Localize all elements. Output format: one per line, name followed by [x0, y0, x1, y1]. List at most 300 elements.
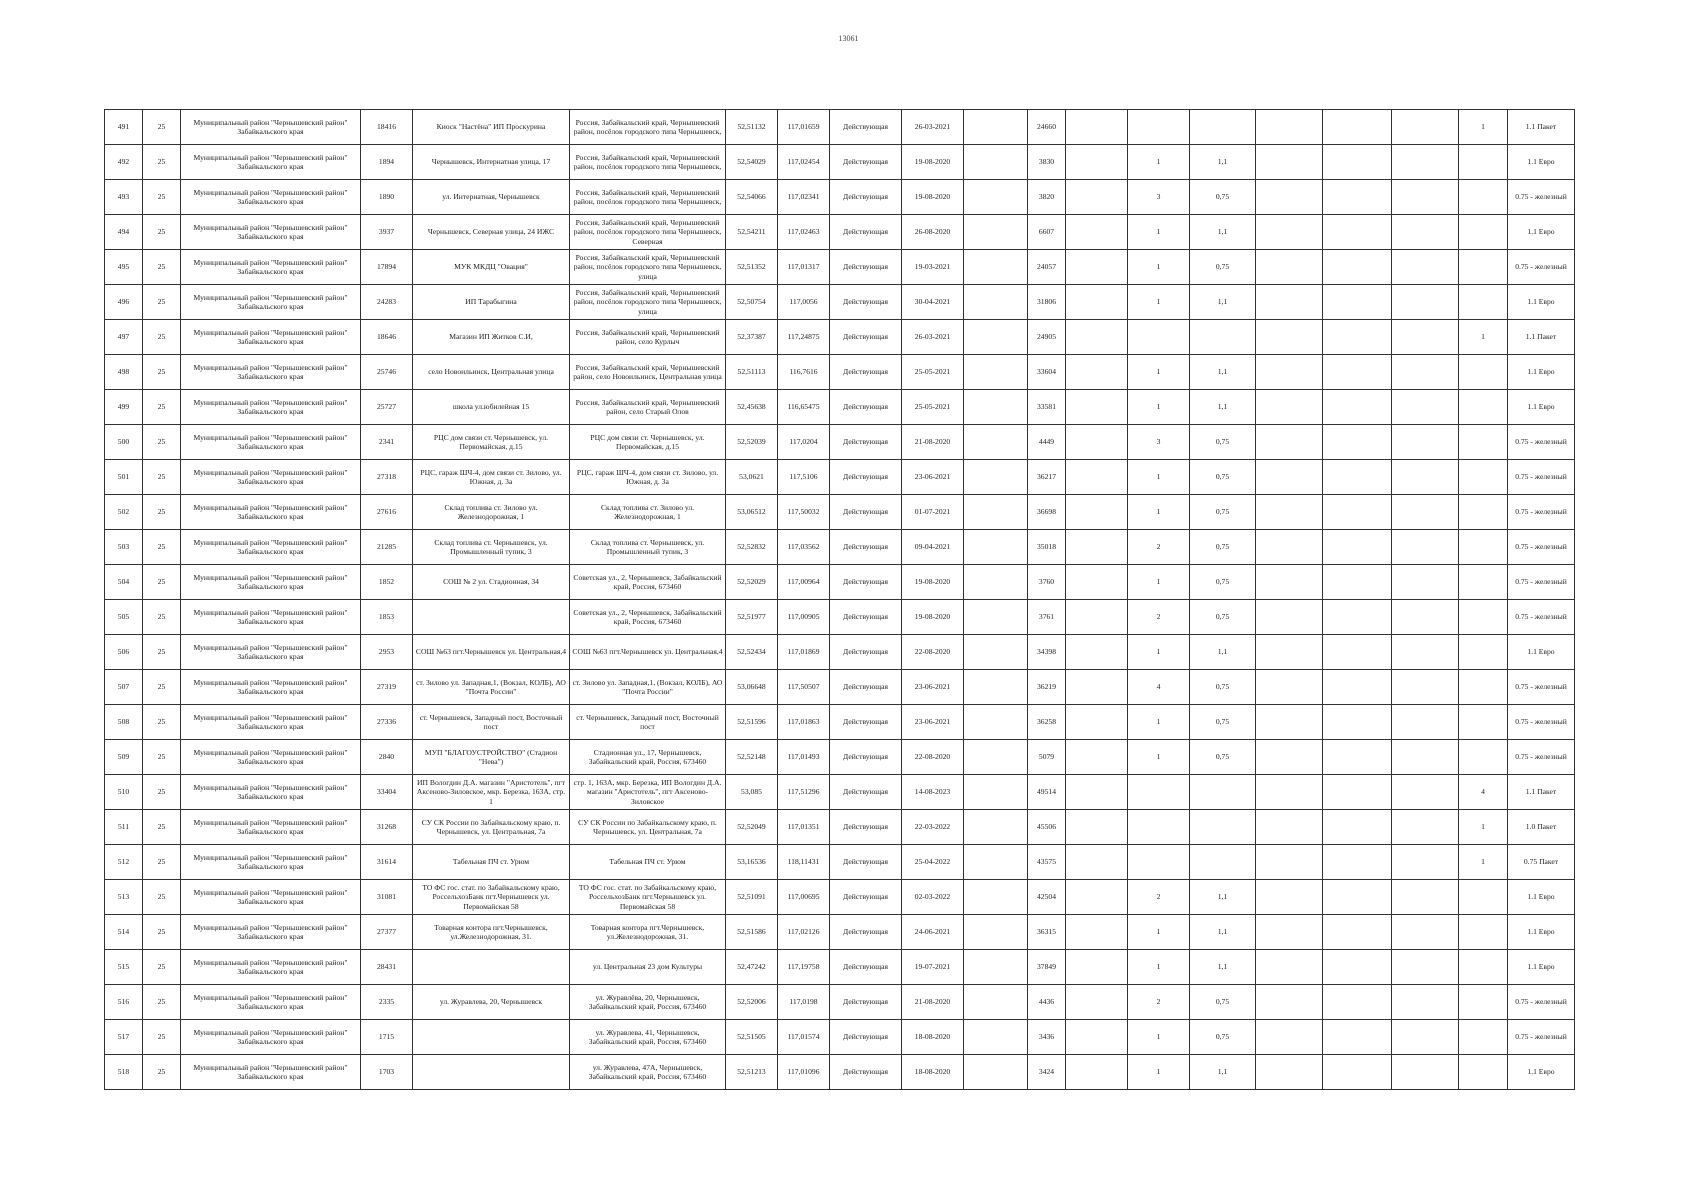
empty-cell [964, 810, 1028, 845]
table-row [105, 705, 1575, 740]
row-number-text: 501 [117, 472, 130, 482]
registry-number-cell [1028, 635, 1066, 670]
address-cell [570, 985, 726, 1020]
container-type-cell [1508, 705, 1575, 740]
empty-cell [1066, 460, 1128, 495]
empty-cell [1392, 810, 1459, 845]
container-count-text: 4 [1156, 682, 1161, 692]
object-id-text: 27336 [377, 717, 396, 727]
site-name-text: СОШ №63 пгт.Чернышевск ул. Центральная,4 [415, 647, 567, 657]
bag-count-cell [1459, 915, 1508, 950]
empty-cell [1256, 250, 1323, 285]
row-number-text: 507 [117, 682, 130, 692]
district-text: Муниципальный район "Чернышевский район" Забайкальского края [193, 152, 348, 171]
container-type-cell [1508, 285, 1575, 320]
bag-count-cell [1459, 530, 1508, 565]
row-number-text: 499 [117, 402, 130, 412]
longitude-cell [778, 460, 830, 495]
empty-cell [964, 600, 1028, 635]
address-cell [570, 250, 726, 285]
empty-cell [1392, 355, 1459, 390]
region-code-cell [143, 530, 181, 565]
district-cell [181, 145, 361, 180]
district-text: Муниципальный район "Чернышевский район" Забайкальского края [193, 607, 348, 626]
region-code-text: 25 [157, 437, 166, 447]
registry-number-cell [1028, 600, 1066, 635]
bag-count-cell [1459, 810, 1508, 845]
status-cell [830, 1055, 902, 1090]
container-count-cell [1128, 110, 1190, 145]
empty-cell [1392, 460, 1459, 495]
container-count-text: 1 [1156, 157, 1161, 167]
empty-cell [1256, 740, 1323, 775]
site-name-cell [413, 355, 570, 390]
latitude-text: 53,16536 [737, 857, 766, 867]
object-id-text: 31614 [377, 857, 396, 867]
status-cell [830, 600, 902, 635]
latitude-text: 52,51977 [737, 612, 766, 622]
status-text: Действующая [843, 122, 888, 132]
registry-number-cell [1028, 985, 1066, 1020]
container-count-cell [1128, 285, 1190, 320]
container-type-cell [1508, 1020, 1575, 1055]
registry-number-text: 36258 [1037, 717, 1056, 727]
empty-cell [1066, 985, 1128, 1020]
row-number-text: 512 [117, 857, 130, 867]
container-volume-cell [1190, 775, 1256, 810]
longitude-cell [778, 635, 830, 670]
date-cell [902, 495, 964, 530]
address-text: РЦС дом связи ст. Чернышевск, ул. Первомайская, д.15 [590, 432, 705, 451]
district-text: Муниципальный район "Чернышевский район" Забайкальского края [193, 677, 348, 696]
row-number-cell [105, 670, 143, 705]
bag-count-cell [1459, 355, 1508, 390]
container-type-text: 0.75 - железный [1515, 192, 1567, 202]
registry-number-cell [1028, 250, 1066, 285]
container-volume-cell [1190, 600, 1256, 635]
site-name-text: РЦС, гараж ШЧ-4, дом связи ст. Зилово, ул. Южная, д. 3а [420, 467, 562, 486]
latitude-cell [726, 635, 778, 670]
empty-cell [964, 495, 1028, 530]
status-text: Действующая [843, 437, 888, 447]
bag-count-cell [1459, 180, 1508, 215]
container-count-text: 1 [1156, 367, 1161, 377]
longitude-text: 117,00695 [787, 892, 820, 902]
container-type-cell [1508, 810, 1575, 845]
district-cell [181, 565, 361, 600]
table-row [105, 145, 1575, 180]
longitude-cell [778, 530, 830, 565]
status-text: Действующая [843, 612, 888, 622]
empty-cell [964, 145, 1028, 180]
address-cell [570, 950, 726, 985]
row-number-cell [105, 1020, 143, 1055]
container-volume-cell [1190, 565, 1256, 600]
object-id-text: 1715 [378, 1032, 395, 1042]
empty-cell [964, 950, 1028, 985]
container-type-text: 0.75 - железный [1515, 542, 1567, 552]
empty-cell [1256, 705, 1323, 740]
empty-cell [1392, 285, 1459, 320]
empty-cell [1066, 670, 1128, 705]
site-name-text: ст. Зилово ул. Западная,1, (Вокзал, КОЛБ), АО "Почта России" [416, 677, 566, 696]
empty-cell [964, 740, 1028, 775]
bag-count-cell [1459, 670, 1508, 705]
status-cell [830, 880, 902, 915]
region-code-text: 25 [157, 297, 166, 307]
longitude-cell [778, 495, 830, 530]
container-volume-cell [1190, 460, 1256, 495]
address-text: ТО ФС гос. стат. по Забайкальскому краю, РоссельхозБанк пгт.Чернышевск ул. Первомайская 58 [578, 883, 717, 911]
empty-cell [1392, 915, 1459, 950]
container-volume-cell [1190, 495, 1256, 530]
date-cell [902, 705, 964, 740]
latitude-cell [726, 740, 778, 775]
row-number-cell [105, 530, 143, 565]
container-type-text: 0.75 - железный [1515, 262, 1567, 272]
site-name-cell [413, 425, 570, 460]
row-number-cell [105, 600, 143, 635]
bag-count-cell [1459, 950, 1508, 985]
region-code-cell [143, 565, 181, 600]
site-name-text: школа ул.юбилейная 15 [452, 402, 530, 412]
region-code-cell [143, 635, 181, 670]
longitude-cell [778, 215, 830, 250]
table-row [105, 250, 1575, 285]
status-text: Действующая [843, 927, 888, 937]
district-cell [181, 810, 361, 845]
region-code-cell [143, 950, 181, 985]
district-text: Муниципальный район "Чернышевский район" Забайкальского края [193, 782, 348, 801]
district-text: Муниципальный район "Чернышевский район" Забайкальского края [193, 957, 348, 976]
longitude-cell [778, 670, 830, 705]
row-number-cell [105, 740, 143, 775]
date-cell [902, 390, 964, 425]
container-volume-text: 0,75 [1215, 437, 1230, 447]
empty-cell [964, 705, 1028, 740]
date-text: 02-03-2022 [914, 892, 951, 902]
registry-number-text: 34398 [1037, 647, 1056, 657]
bag-count-cell [1459, 460, 1508, 495]
container-volume-text: 0,75 [1215, 1032, 1230, 1042]
container-count-text: 1 [1156, 717, 1161, 727]
container-type-text: 1.1 Евро [1527, 297, 1555, 307]
district-cell [181, 530, 361, 565]
site-name-cell [413, 530, 570, 565]
empty-cell [964, 530, 1028, 565]
container-type-cell [1508, 530, 1575, 565]
empty-cell [1256, 180, 1323, 215]
table-row [105, 600, 1575, 635]
bag-count-cell [1459, 600, 1508, 635]
status-text: Действующая [843, 857, 888, 867]
longitude-text: 117,0198 [789, 997, 818, 1007]
row-number-cell [105, 915, 143, 950]
status-cell [830, 670, 902, 705]
container-count-cell [1128, 215, 1190, 250]
bag-count-cell [1459, 390, 1508, 425]
date-cell [902, 215, 964, 250]
container-type-text: 1.1 Евро [1527, 647, 1555, 657]
address-cell [570, 425, 726, 460]
status-cell [830, 775, 902, 810]
container-volume-cell [1190, 880, 1256, 915]
container-count-text: 1 [1156, 262, 1161, 272]
registry-number-cell [1028, 880, 1066, 915]
site-name-text: Табельная ПЧ ст. Урюм [452, 857, 530, 867]
empty-cell [1256, 425, 1323, 460]
object-id-cell [361, 670, 413, 705]
empty-cell [1392, 600, 1459, 635]
container-count-text: 3 [1156, 192, 1161, 202]
region-code-text: 25 [157, 472, 166, 482]
empty-cell [1066, 565, 1128, 600]
container-volume-cell [1190, 1055, 1256, 1090]
empty-cell [964, 110, 1028, 145]
date-cell [902, 635, 964, 670]
container-volume-cell [1190, 320, 1256, 355]
container-volume-text: 0,75 [1215, 262, 1230, 272]
status-cell [830, 180, 902, 215]
empty-cell [1323, 810, 1392, 845]
container-type-text: 1.1 Евро [1527, 927, 1555, 937]
date-cell [902, 845, 964, 880]
date-text: 23-06-2021 [914, 472, 951, 482]
empty-cell [964, 565, 1028, 600]
date-text: 26-03-2021 [914, 332, 951, 342]
object-id-cell [361, 320, 413, 355]
object-id-cell [361, 145, 413, 180]
registry-table [104, 109, 1575, 1090]
empty-cell [1323, 110, 1392, 145]
empty-cell [1256, 355, 1323, 390]
registry-number-text: 24660 [1037, 122, 1056, 132]
status-text: Действующая [843, 787, 888, 797]
region-code-cell [143, 285, 181, 320]
registry-number-text: 36217 [1037, 472, 1056, 482]
container-count-text: 1 [1156, 402, 1161, 412]
empty-cell [1323, 915, 1392, 950]
empty-cell [1323, 985, 1392, 1020]
row-number-text: 504 [117, 577, 130, 587]
container-count-text: 1 [1156, 577, 1161, 587]
container-count-cell [1128, 600, 1190, 635]
container-type-text: 0.75 - железный [1515, 682, 1567, 692]
container-count-cell [1128, 1020, 1190, 1055]
empty-cell [1256, 1055, 1323, 1090]
longitude-text: 117,01863 [787, 717, 820, 727]
empty-cell [964, 845, 1028, 880]
empty-cell [1392, 985, 1459, 1020]
status-cell [830, 740, 902, 775]
district-text: Муниципальный район "Чернышевский район" Забайкальского края [193, 852, 348, 871]
latitude-text: 52,51505 [737, 1032, 766, 1042]
region-code-text: 25 [157, 542, 166, 552]
object-id-text: 27616 [377, 507, 396, 517]
status-text: Действующая [843, 647, 888, 657]
date-cell [902, 285, 964, 320]
region-code-text: 25 [157, 612, 166, 622]
empty-cell [964, 670, 1028, 705]
address-text: стр. 1, 163А, мкр. Березка, ИП Вологдин Д.А. магазин "Аристотель", пгт Аксеново-Зиловское [573, 778, 722, 806]
longitude-text: 117,01351 [787, 822, 820, 832]
date-cell [902, 320, 964, 355]
container-count-cell [1128, 530, 1190, 565]
region-code-text: 25 [157, 402, 166, 412]
container-type-cell [1508, 215, 1575, 250]
registry-number-text: 3830 [1038, 157, 1055, 167]
container-type-text: 0.75 Пакет [1523, 857, 1559, 867]
object-id-text: 1894 [378, 157, 395, 167]
container-count-text: 2 [1156, 997, 1161, 1007]
object-id-cell [361, 355, 413, 390]
address-text: РЦС, гараж ШЧ-4, дом связи ст. Зилово, ул. Южная, д. 3а [576, 467, 719, 486]
site-name-cell [413, 775, 570, 810]
latitude-text: 52,51213 [737, 1067, 766, 1077]
empty-cell [1323, 740, 1392, 775]
container-type-text: 1.1 Евро [1527, 892, 1555, 902]
empty-cell [1256, 670, 1323, 705]
address-text: Россия, Забайкальский край, Чернышевский район, село Курлыч [575, 327, 720, 346]
district-text: Муниципальный район "Чернышевский район" Забайкальского края [193, 572, 348, 591]
longitude-text: 117,01493 [787, 752, 820, 762]
longitude-text: 117,02463 [787, 227, 820, 237]
object-id-text: 18416 [377, 122, 396, 132]
empty-cell [1066, 845, 1128, 880]
district-cell [181, 250, 361, 285]
container-volume-text: 0,75 [1215, 472, 1230, 482]
row-number-cell [105, 950, 143, 985]
longitude-text: 117,0056 [789, 297, 818, 307]
latitude-text: 53,0621 [739, 472, 764, 482]
latitude-text: 52,52434 [737, 647, 766, 657]
date-text: 26-08-2020 [914, 227, 951, 237]
longitude-text: 117,19758 [787, 962, 820, 972]
date-cell [902, 1055, 964, 1090]
object-id-text: 28431 [377, 962, 396, 972]
container-volume-text: 0,75 [1215, 507, 1230, 517]
container-count-cell [1128, 1055, 1190, 1090]
site-name-text: ТО ФС гос. стат. по Забайкальскому краю, РоссельхозБанк пгт.Чернышевск ул. Первомайская 58 [422, 883, 560, 911]
site-name-text: МУК МКДЦ "Овация" [454, 262, 528, 272]
empty-cell [1256, 285, 1323, 320]
longitude-cell [778, 950, 830, 985]
container-count-cell [1128, 355, 1190, 390]
address-cell [570, 670, 726, 705]
site-name-cell [413, 460, 570, 495]
container-type-cell [1508, 635, 1575, 670]
latitude-cell [726, 180, 778, 215]
date-cell [902, 775, 964, 810]
empty-cell [964, 285, 1028, 320]
bag-count-cell [1459, 495, 1508, 530]
row-number-cell [105, 285, 143, 320]
container-type-text: 1.1 Евро [1527, 227, 1555, 237]
latitude-cell [726, 145, 778, 180]
latitude-text: 52,54066 [737, 192, 766, 202]
date-cell [902, 460, 964, 495]
empty-cell [1066, 1055, 1128, 1090]
registry-number-text: 42504 [1037, 892, 1056, 902]
empty-cell [1392, 845, 1459, 880]
address-cell [570, 880, 726, 915]
region-code-text: 25 [157, 647, 166, 657]
row-number-text: 503 [117, 542, 130, 552]
longitude-text: 117,0204 [789, 437, 818, 447]
region-code-cell [143, 1020, 181, 1055]
status-text: Действующая [843, 717, 888, 727]
object-id-cell [361, 110, 413, 145]
latitude-text: 53,085 [741, 787, 762, 797]
date-text: 19-03-2021 [914, 262, 951, 272]
registry-number-text: 35018 [1037, 542, 1056, 552]
table-row [105, 530, 1575, 565]
empty-cell [1066, 180, 1128, 215]
site-name-text: РЦС дом связи ст. Чернышевск, ул. Первомайская, д.15 [433, 432, 549, 451]
registry-number-text: 24057 [1037, 262, 1056, 272]
region-code-cell [143, 355, 181, 390]
district-text: Муниципальный район "Чернышевский район" Забайкальского края [193, 327, 348, 346]
date-cell [902, 250, 964, 285]
region-code-cell [143, 215, 181, 250]
empty-cell [1066, 390, 1128, 425]
object-id-cell [361, 495, 413, 530]
status-text: Действующая [843, 822, 888, 832]
container-count-text: 1 [1156, 752, 1161, 762]
site-name-text: ст. Чернышевск, Западный пост, Восточный пост [419, 712, 563, 731]
container-type-cell [1508, 355, 1575, 390]
district-text: Муниципальный район "Чернышевский район" Забайкальского края [193, 467, 348, 486]
empty-cell [1323, 775, 1392, 810]
object-id-text: 18646 [377, 332, 396, 342]
district-text: Муниципальный район "Чернышевский район" Забайкальского края [193, 747, 348, 766]
latitude-cell [726, 775, 778, 810]
registry-number-text: 33581 [1037, 402, 1056, 412]
container-type-text: 0.75 - железный [1515, 472, 1567, 482]
row-number-cell [105, 250, 143, 285]
empty-cell [1256, 635, 1323, 670]
object-id-cell [361, 915, 413, 950]
bag-count-cell [1459, 425, 1508, 460]
empty-cell [1256, 320, 1323, 355]
row-number-text: 515 [117, 962, 130, 972]
empty-cell [1066, 215, 1128, 250]
district-text: Муниципальный район "Чернышевский район" Забайкальского края [193, 712, 348, 731]
bag-count-text: 1 [1481, 332, 1485, 342]
empty-cell [1323, 390, 1392, 425]
district-cell [181, 950, 361, 985]
region-code-cell [143, 915, 181, 950]
row-number-cell [105, 775, 143, 810]
row-number-text: 517 [117, 1032, 130, 1042]
object-id-cell [361, 215, 413, 250]
district-cell [181, 390, 361, 425]
empty-cell [1066, 950, 1128, 985]
table-row [105, 740, 1575, 775]
date-cell [902, 180, 964, 215]
registry-number-text: 36315 [1037, 927, 1056, 937]
empty-cell [1066, 495, 1128, 530]
object-id-text: 27318 [377, 472, 396, 482]
empty-cell [1392, 390, 1459, 425]
latitude-text: 52,47242 [737, 962, 766, 972]
table-row [105, 775, 1575, 810]
empty-cell [1392, 110, 1459, 145]
longitude-cell [778, 145, 830, 180]
container-count-cell [1128, 705, 1190, 740]
object-id-text: 1890 [378, 192, 395, 202]
registry-number-cell [1028, 495, 1066, 530]
